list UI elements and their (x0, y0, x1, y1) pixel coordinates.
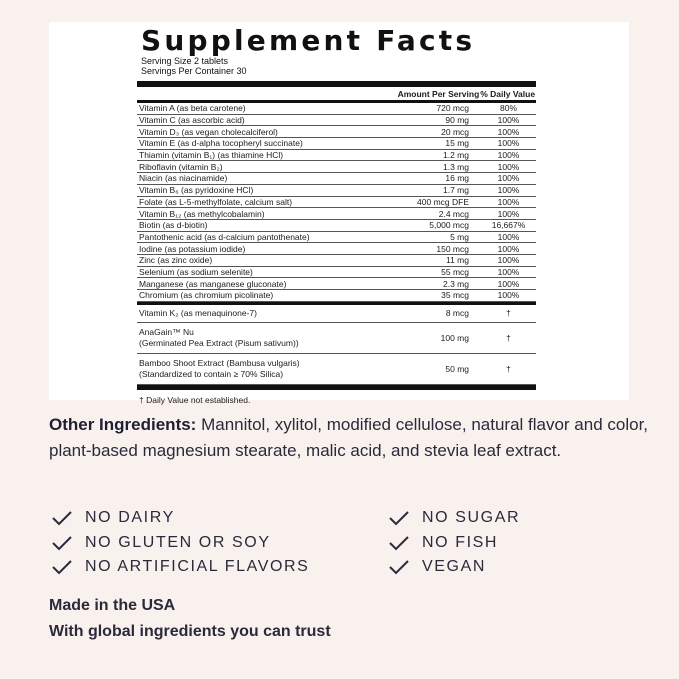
nutrient-dv: 16,667% (491, 220, 526, 231)
claim-label: NO ARTIFICIAL FLAVORS (85, 558, 310, 575)
ingredient-dv: † (506, 308, 511, 319)
table-row (137, 278, 536, 290)
table-row (137, 267, 536, 279)
nutrient-name: Riboflavin (vitamin B₂) (139, 161, 223, 172)
table-row (137, 138, 536, 150)
table-row (137, 150, 536, 162)
ingredient-dv: † (506, 363, 511, 374)
nutrient-dv: 100% (497, 208, 520, 219)
nutrient-dv: 100% (497, 231, 520, 242)
nutrient-amount: 55 mcg (441, 266, 469, 277)
nutrient-amount: 2.3 mg (443, 278, 469, 289)
ingredient-name-line: (Standardized to contain ≥ 70% Silica) (139, 368, 284, 379)
nutrient-dv: 100% (497, 255, 520, 266)
ingredient-name (137, 358, 346, 380)
nutrient-dv: 100% (497, 173, 520, 184)
nutrient-name: Selenium (as sodium selenite) (139, 266, 253, 277)
ingredient-name-line: (Germinated Pea Extract (Pisum sativum)) (139, 337, 299, 348)
checkmark-icon (51, 535, 73, 551)
nutrient-name: Vitamin A (as beta carotene) (139, 103, 246, 114)
nutrient-name: Vitamin D₃ (as vegan cholecalciferol) (139, 126, 278, 137)
nutrient-dv: 100% (497, 266, 520, 277)
nutrient-dv: 100% (497, 278, 520, 289)
claim-label: NO SUGAR (422, 509, 521, 526)
table-row (137, 323, 536, 354)
ingredient-name-line: Bamboo Shoot Extract (Bambusa vulgaris) (139, 357, 300, 368)
checkmark-icon (388, 559, 410, 575)
nutrient-amount: 20 mcg (441, 126, 469, 137)
ingredient-name-line: AnaGain™ Nu (139, 326, 194, 337)
claim-item (51, 558, 309, 576)
table-row (137, 161, 536, 173)
nutrient-name: Folate (as L-5-methylfolate, calcium salt) (139, 196, 293, 207)
nutrient-name: Chromium (as chromium picolinate) (139, 290, 274, 301)
nutrient-name: Iodine (as potassium iodide) (139, 243, 246, 254)
made-in-usa: Made in the USA (49, 597, 176, 614)
checkmark-icon (51, 559, 73, 575)
nutrient-amount: 35 mcg (441, 290, 469, 301)
nutrient-dv: 100% (497, 243, 520, 254)
nutrient-amount: 5,000 mcg (429, 220, 469, 231)
table-row (137, 305, 536, 323)
nutrient-dv: 100% (497, 161, 520, 172)
claim-item (51, 534, 271, 552)
checkmark-icon (388, 510, 410, 526)
nutrient-name: Manganese (as manganese gluconate) (139, 278, 287, 289)
claim-label: NO GLUTEN OR SOY (85, 534, 271, 551)
global-ingredients-note: With global ingredients you can trust (49, 623, 331, 640)
nutrient-name: Vitamin B₁₂ (as methylcobalamin) (139, 208, 265, 219)
table-row (137, 115, 536, 127)
table-row (137, 290, 536, 302)
table-row (137, 197, 536, 209)
footnote: † Daily Value not established. (139, 394, 251, 405)
table-row (137, 354, 536, 385)
nutrient-dv: 100% (497, 126, 520, 137)
checkmark-icon (51, 510, 73, 526)
nutrient-amount: 90 mg (445, 115, 469, 126)
ingredient-dv: † (506, 332, 511, 343)
nutrient-dv: 100% (497, 185, 520, 196)
table-row (137, 126, 536, 138)
nutrient-amount: 2.4 mcg (438, 208, 469, 219)
claim-label: VEGAN (422, 558, 487, 575)
nutrient-amount: 11 mg (446, 255, 469, 266)
claim-label: NO DAIRY (85, 509, 175, 526)
facts-table (137, 81, 536, 405)
table-row (137, 220, 536, 232)
nutrient-name: Vitamin C (as ascorbic acid) (139, 115, 245, 126)
nutrient-name: Zinc (as zinc oxide) (139, 255, 213, 266)
other-ingredients-label: Other Ingredients: (49, 415, 197, 434)
ingredient-name (137, 327, 346, 349)
nutrient-amount: 720 mcg (436, 103, 469, 114)
nutrient-dv: 100% (497, 150, 520, 161)
table-row (137, 232, 536, 244)
ingredient-amount: 50 mg (445, 363, 469, 374)
nutrient-amount: 1.7 mg (443, 185, 469, 196)
nutrient-name: Pantothenic acid (as d-calcium pantothenate) (139, 231, 310, 242)
nutrient-amount: 1.3 mg (443, 161, 469, 172)
nutrient-amount: 16 mg (445, 173, 469, 184)
nutrient-amount: 400 mcg DFE (417, 196, 469, 207)
ingredient-amount: 100 mg (440, 332, 469, 343)
claim-label: NO FISH (422, 534, 499, 551)
nutrient-amount: 150 mcg (436, 243, 469, 254)
table-row (137, 185, 536, 197)
nutrient-dv: 100% (497, 196, 520, 207)
serving-size: Serving Size 2 tablets (141, 56, 229, 66)
nutrient-dv: 100% (497, 290, 520, 301)
claim-item (388, 534, 498, 552)
table-row (137, 243, 536, 255)
other-ingredients-text: Mannitol, xylitol, modified cellulose, natural flavor and color, plant-based magnesium stearate, malic acid, and stevia leaf extract. (49, 415, 649, 460)
nutrient-name: Vitamin B₆ (as pyridoxine HCl) (139, 185, 254, 196)
nutrient-dv: 100% (497, 115, 520, 126)
checkmark-icon (388, 535, 410, 551)
claim-item (388, 558, 486, 576)
nutrient-dv: 100% (497, 138, 520, 149)
ingredient-name (137, 308, 346, 319)
nutrient-amount: 5 mg (450, 231, 469, 242)
nutrient-amount: 15 mg (445, 138, 469, 149)
servings-per-container: Servings Per Container 30 (141, 66, 247, 76)
claim-item (388, 509, 520, 527)
claim-item (51, 509, 175, 527)
table-row (137, 208, 536, 220)
supplement-facts-title: Supplement Facts (141, 24, 476, 57)
nutrient-name: Biotin (as d-biotin) (139, 220, 208, 231)
table-row (137, 103, 536, 115)
dv-header: % Daily Value (480, 88, 536, 99)
ingredient-name-line: Vitamin K₂ (as menaquinone-7) (139, 307, 257, 318)
other-ingredients (49, 412, 649, 463)
table-row (137, 173, 536, 185)
table-row (137, 255, 536, 267)
nutrient-amount: 1.2 mg (443, 150, 469, 161)
nutrient-name: Thiamin (vitamin B₁) (as thiamine HCl) (139, 150, 284, 161)
nutrient-dv: 80% (499, 103, 517, 114)
nutrient-name: Vitamin E (as d-alpha tocopheryl succinate) (139, 138, 303, 149)
table-header (137, 87, 536, 103)
nutrient-name: Niacin (as niacinamide) (139, 173, 228, 184)
ingredient-amount: 8 mcg (445, 308, 469, 319)
amount-header: Amount Per Serving (397, 88, 480, 99)
